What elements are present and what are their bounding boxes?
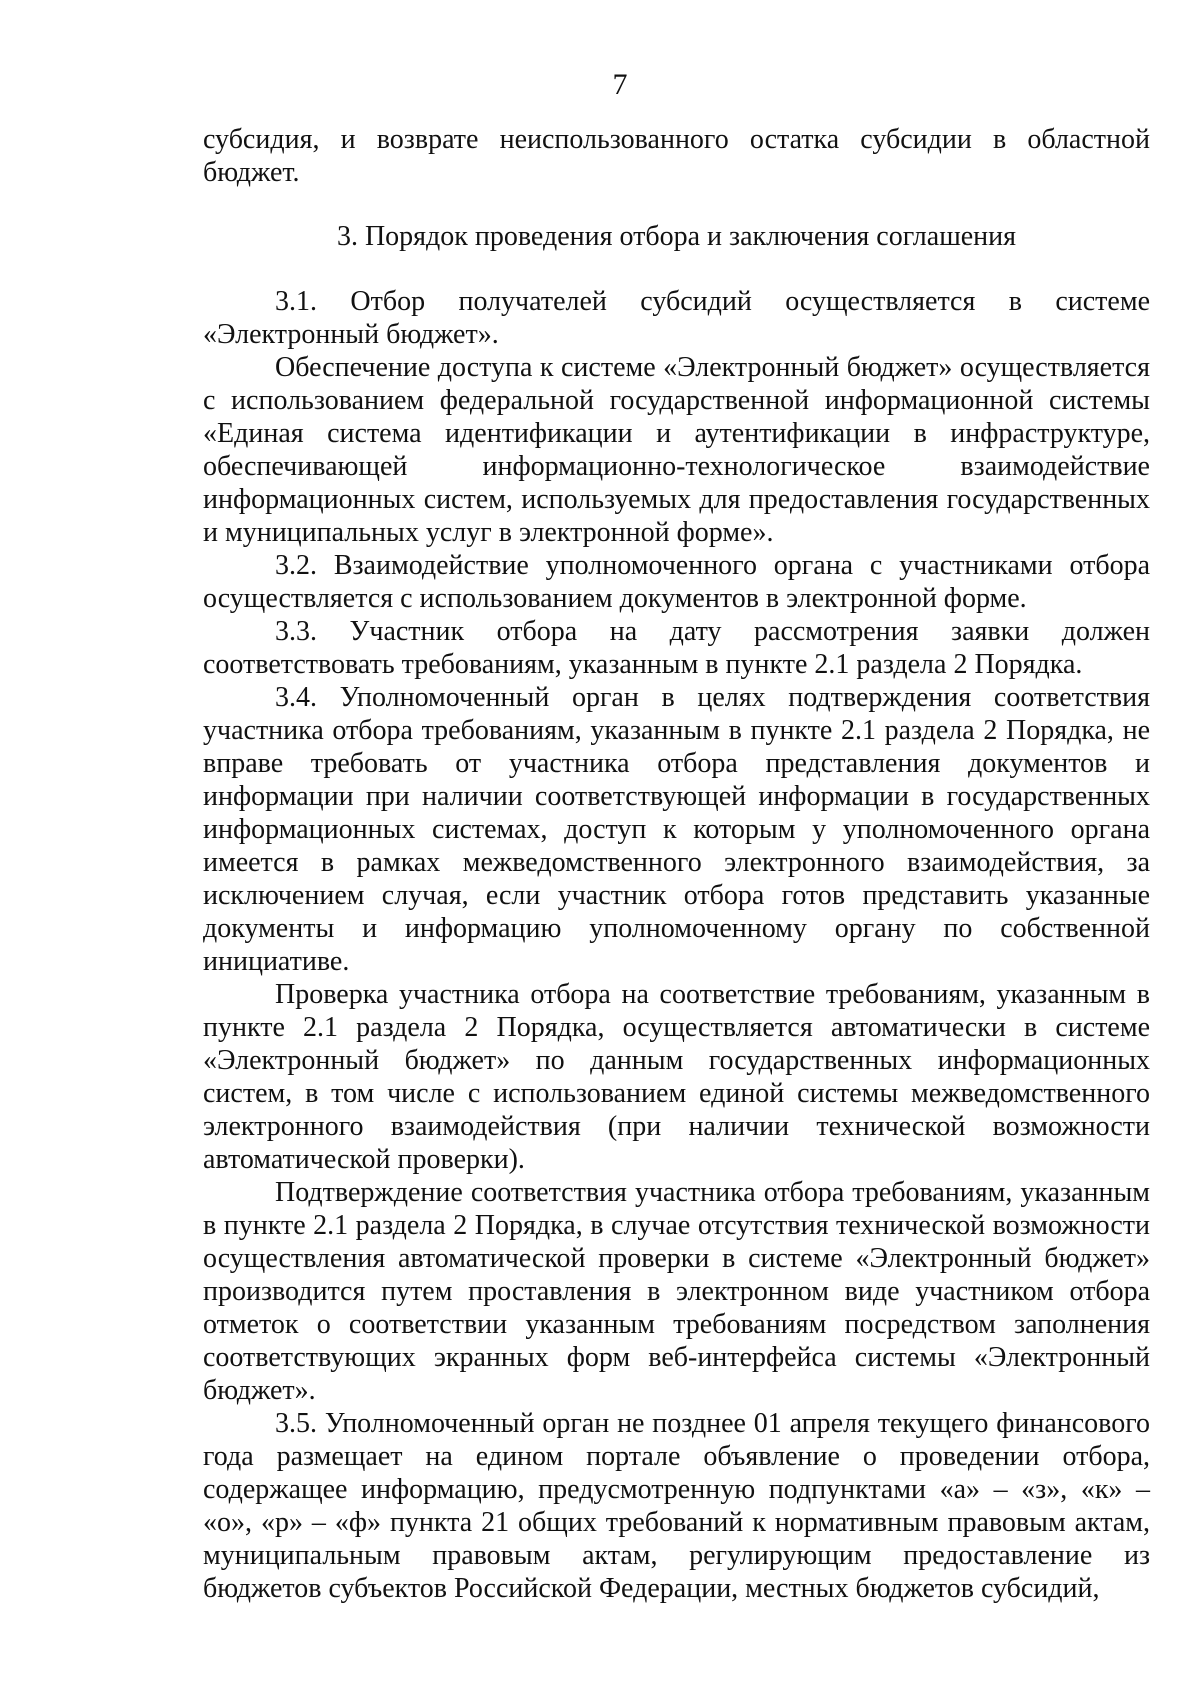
document-body — [203, 123, 1150, 1605]
paragraph-3-2: 3.2. Взаимодействие уполномоченного органа с участниками отбора осуществляется с использованием документов в электронной форме. — [203, 550, 1150, 614]
continuation-paragraph: субсидия, и возврате неиспользованного остатка субсидии в областной бюджет. — [203, 124, 1150, 188]
section-heading: 3. Порядок проведения отбора и заключения соглашения — [336, 221, 1017, 252]
paragraph-3-5: 3.5. Уполномоченный орган не позднее 01 апреля текущего финансового года размещает на едином портале объявление о проведении отбора, содержащее информацию, предусмотренную подпунктами «а» – «з», «к» – «о», «р» – «ф» пункта 21 общих требований к нормативным правовым актам, муниципальным правовым актам, регулирующим предоставление из бюджетов субъектов Российской Федерации, местных бюджетов субсидий, — [203, 1408, 1150, 1604]
paragraph-esia-access: Обеспечение доступа к системе «Электронный бюджет» осуществляется с использованием федеральной государственной информационной системы «Единая система идентификации и аутентификации в инфраструктуре, обеспечивающей информационно-технологическое взаимодействие информационных систем, используемых для предоставления государственных и муниципальных услуг в электронной форме». — [203, 352, 1150, 548]
paragraph-3-4: 3.4. Уполномоченный орган в целях подтверждения соответствия участника отбора требованиям, указанным в пункте 2.1 раздела 2 Порядка, не вправе требовать от участника отбора представления документов и информации при наличии соответствующей информации в государственных информационных системах, доступ к которым у уполномоченного органа имеется в рамках межведомственного электронного взаимодействия, за исключением случая, если участник отбора готов представить указанные документы и информацию уполномоченному органу по собственной инициативе. — [203, 682, 1150, 977]
paragraph-confirmation: Подтверждение соответствия участника отбора требованиям, указанным в пункте 2.1 раздела 2 Порядка, в случае отсутствия технической возможности осуществления автоматической проверки в системе «Электронный бюджет» производится путем проставления в электронном виде участником отбора отметок о соответствии указанным требованиям посредством заполнения соответствующих экранных форм веб-интерфейса системы «Электронный бюджет». — [203, 1177, 1150, 1406]
paragraph-3-1: 3.1. Отбор получателей субсидий осуществляется в системе «Электронный бюджет». — [203, 286, 1150, 350]
paragraph-3-3: 3.3. Участник отбора на дату рассмотрения заявки должен соответствовать требованиям, указанным в пункте 2.1 раздела 2 Порядка. — [203, 616, 1150, 680]
paragraph-automatic-check: Проверка участника отбора на соответствие требованиям, указанным в пункте 2.1 раздела 2 Порядка, осуществляется автоматически в системе «Электронный бюджет» по данным государственных информационных систем, в том числе с использованием единой системы межведомственного электронного взаимодействия (при наличии технической возможности автоматической проверки). — [203, 979, 1150, 1175]
page-number: 7 — [612, 68, 628, 101]
